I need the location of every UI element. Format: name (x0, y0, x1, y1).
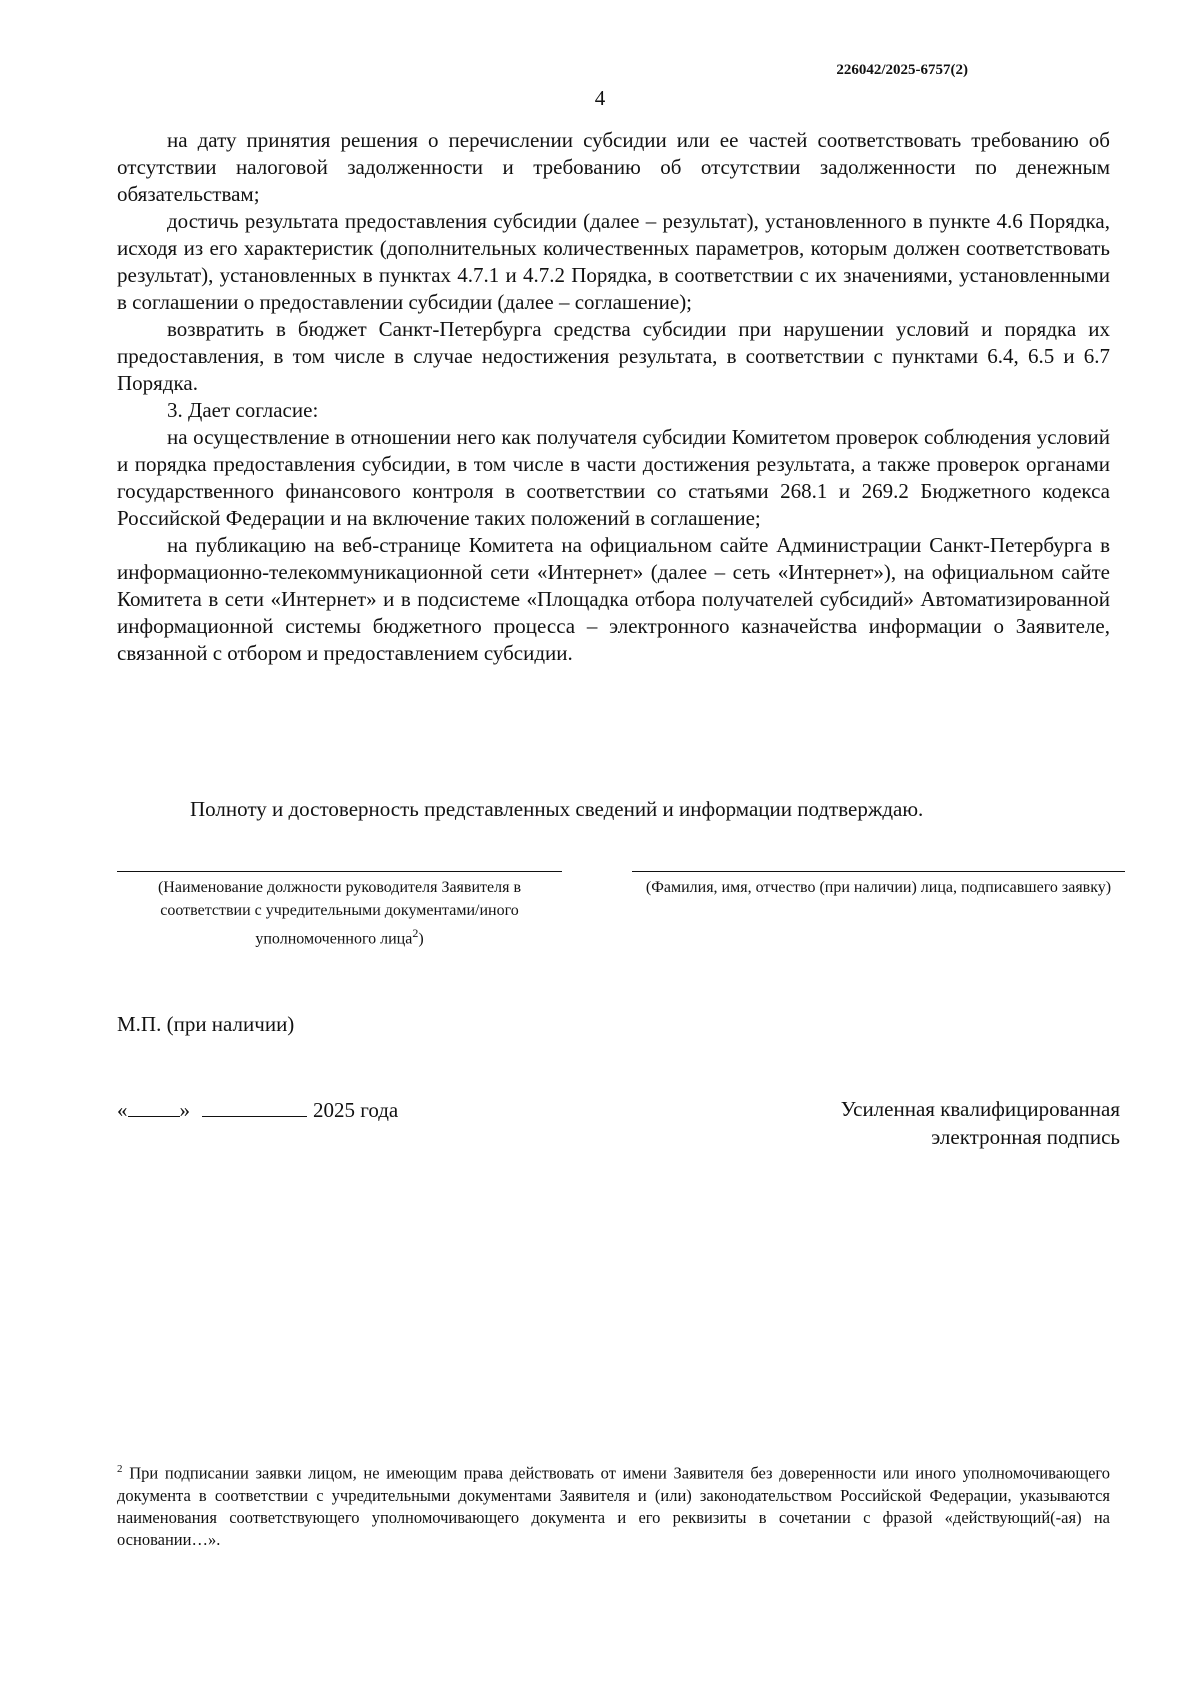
date-open-quote: « (117, 1098, 128, 1122)
paragraph: на осуществление в отношении него как получателя субсидии Комитетом проверок соблюдения условий и порядка предоставления субсидии, в том числе в части достижения результата, а также проверок органами государственного финансового контроля в соответствии со статьями 268.1 и 269.2 Бюджетного кодекса Российской Федерации и на включение таких положений в соглашение; (117, 425, 1110, 530)
name-caption: (Фамилия, имя, отчество (при наличии) лица, подписавшего заявку) (645, 879, 1112, 896)
paragraph: на дату принятия решения о перечислении субсидии или ее частей соответствовать требованию об отсутствии налоговой задолженности и требованию об отсутствии задолженности по денежным обязательствам; (117, 128, 1110, 206)
position-caption-text: (Наименование должности руководителя Заявителя в соответствии с учредительными документами/иного уполномоченного лица (157, 879, 522, 948)
position-signature-line (117, 871, 562, 872)
date-line (117, 1096, 398, 1123)
paragraph: возвратить в бюджет Санкт-Петербурга средства субсидии при нарушении условий и порядка их предоставления, в том числе в случае недостижения результата, в соответствии с пунктами 6.4, 6.5 и 6.7 Порядка. (117, 317, 1110, 395)
day-blank (128, 1096, 180, 1117)
footnote-marker: 2 (117, 1463, 123, 1475)
footnote (117, 1458, 1110, 1551)
name-signature-block (632, 871, 1125, 899)
month-blank (202, 1096, 307, 1117)
date-close-quote: » (179, 1098, 190, 1122)
position-signature-block (117, 871, 562, 950)
esig-line-2: электронная подпись (931, 1125, 1120, 1149)
paragraph: достичь результата предоставления субсидии (далее – результат), установленного в пункте 4.6 Порядка, исходя из его характеристик (дополнительных количественных параметров, которым должен соответствовать результат), установленных в пунктах 4.7.1 и 4.7.2 Порядка, в соответствии с их значениями, установленными в соглашении о предоставлении субсидии (далее – соглашение); (117, 209, 1110, 314)
name-signature-line (632, 871, 1125, 872)
body-text (117, 127, 1110, 667)
paragraph: на публикацию на веб-странице Комитета на официальном сайте Администрации Санкт-Петербурга в информационно-телекоммуникационной сети «Интернет» (далее – сеть «Интернет»), на официальном сайте Комитета в сети «Интернет» и в подсистеме «Площадка отбора получателей субсидий» Автоматизированной информационной системы бюджетного процесса – электронного казначейства информации о Заявителе, связанной с отбором и предоставлением субсидии. (117, 533, 1110, 665)
paragraph-heading: 3. Дает согласие: (167, 398, 319, 422)
stamp-note: М.П. (при наличии) (117, 1012, 295, 1036)
footnote-ref: 2 (412, 926, 419, 940)
esig-line-1: Усиленная квалифицированная (840, 1097, 1120, 1121)
document-id: 226042/2025-6757(2) (836, 62, 968, 78)
footnote-text: При подписании заявки лицом, не имеющим права действовать от имени Заявителя без доверенности или иного уполномочивающего документа в соответствии с учредительными документами Заявителя и (или) законодательством Российской Федерации, указываются наименования соответствующего уполномочивающего документа и его реквизиты в сочетании с фразой «действующий(-ая) на основании…». (117, 1463, 1110, 1549)
position-caption-end: ) (418, 930, 424, 948)
page-number: 4 (594, 86, 606, 110)
position-caption (117, 876, 562, 950)
electronic-signature-note (841, 1095, 1120, 1151)
confirmation-statement: Полноту и достоверность представленных сведений и информации подтверждаю. (190, 797, 924, 821)
date-year: 2025 года (313, 1098, 399, 1122)
